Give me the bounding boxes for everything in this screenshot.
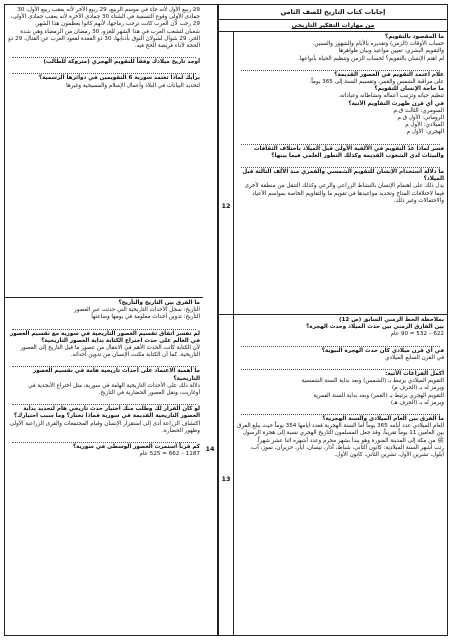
answer: التقويم الهجري يرتبط بـ (القمر) وبعد بداية السنة القمرية [313,392,444,399]
answer-line [12,398,196,405]
answer-line [241,64,440,71]
question: ما دلالة استخدام الإنسان للتقويم الشمسي والقمري منذ الألف الثالثة قبل الميلاد؟ [242,169,444,183]
question: أكمل الفراغات الآتية: [385,371,444,378]
page-number-14: 14 [205,445,215,453]
text-line: شعبان لتشعب العرب في هذا الشهر للغزو، 30 رمضان من الرمضاء وهي شدة الحر، 29 شوال لشولان النوق بأذنابها، 30 ذو القعدة لقعود العرب عن القتال، 29 ذو الحجة لأداء فريضة الحج فيه. [8,28,200,50]
answer: لم اهتم الإنسان بالتقويم؟ لحساب الزمن وتنظيم الحياة بأنواعها. [298,55,444,62]
question: ما الفرق بين العام الميلادي والسنة الهجرية؟ [322,416,444,423]
answer: والتقويم البشري: تعيين مواعيد وبيان ظواهرها [338,48,444,55]
answer-line [241,363,440,370]
left-top-box [5,5,203,298]
answer: التقويم الميلادي يرتبط بـ (الشمس) وبعد بداية السنة الشمسية [301,378,444,385]
right-number-strip [219,32,234,314]
question: لم تفسر اتفاق تقسيم العصور التاريخية في سورية مع تقسيم العصور في العالم على حدث اختراع الكتابة بداية العصور التاريخية؟ [10,330,200,344]
question: ما أهمية الاعتماد على أحداث تاريخية هامة في تقسيم العصور التاريخية؟ [33,368,200,382]
q13-box [219,315,447,635]
answer: ويرمز له بـ (الحرف م) [391,385,444,392]
list-item: الهجري: الأول م [406,129,444,136]
list-item: السومري: الثالث ق.م [393,107,444,114]
question: كم قرناً استمرت العصور الوسطى في سورية؟ [72,444,200,451]
question: برأيك لماذا تعتمد سورية 6 التقويمين في دوائرها الرسمية؟ [38,75,200,82]
question: لو كان القرار لك وطلب منك اختيار حدث تاريخي هام لتحديد بداية العصور التاريخية القديمة في سورية فماذا تختار؟ وما سبب اختيارك؟ [13,406,200,420]
answer: تنظيم حياته وترتيب أعماله ونشاطاته وعباداته. [338,93,444,100]
answer: العام الميلادي عدد أيامه 365 يوماً أما السنة الهجرية فعدد أيامها 354 يوماً حيث يبلغ الفرق بين العامين 11 يوماً تقريباً، وقد جعل المسلمون التاريخ الهجري نسبة إلى هجرة الرسول ﷺ من مكة إلى المدينة المنورة وهو يبدأ بشهر محرم وعدد أشهره اثنا عشر شهراً. [237,423,444,444]
answer: على مراقبة الشمس والقمر، وتقسيم السنة إلى 365 يوماً. [309,79,444,86]
list-item: الروماني: الأول ق.م [397,115,444,122]
answer-line [12,436,196,443]
answer: التاريخ: سجل الأحداث التاريخية التي حدثت عبر العصور [73,307,200,314]
answer: اكتشاف الزراعة أدى إلى استقرار الإنسان وقيام المجتمعات والقرى الزراعية الأولى وظهور الحضارة. [9,420,200,434]
answer-line [241,138,440,145]
page-number-13: 13 [221,475,231,483]
left-column [5,5,219,635]
page-title: إجابات كتاب التاريخ للصف الثامن [219,5,447,20]
section-subtitle: من مهارات التفكير التاريخي [291,22,375,29]
question: بين الفارق الزمني بين حدث الميلاد وحدث الهجرة؟ [306,324,444,331]
question: ما حاجة الإنسان للتقويم؟ [374,86,444,93]
answer: لتحديد البيانات في البلاد وأعمال الإسلام والمسيحية وغيرها [66,82,200,89]
answer: في القرن السابع الميلادي [385,354,444,361]
question: أوجد تاريخ ميلادك وفقاً للتقويم الهجري (متروكة للطالب) [43,59,200,66]
list-item: الميلادي: الأول م [405,122,444,129]
text-line: 29 ربيع الأول لأنه جاء في موسم الربيع، 29 ربيع الآخر لأنه يعقب ربيع الأول، 30 جمادى الأولى وقوع التسمية في الشتاء 30 جمادى الآخرة لأنه يعقب جمادى الأولى، 29 رجب لأن العرب كانت ترجب رماحها، لأنهم كانوا يعظمون هذا الشهر. [10,7,200,28]
answer: دلالة ذلك على الأحداث التاريخية الهامة في سورية، مثل اختراع الأبجدية في أوغاريت، ونقل العصور الحضارية في التاريخ. [28,382,200,397]
answer: ويرمز له بـ (الحرف هـ) [390,399,444,406]
question: في أي قرن ميلادي كان حدث الهجرة النبوية؟ [321,347,444,354]
left-number-strip [203,5,218,635]
answer-line [241,408,440,415]
right-number-strip-2 [219,315,234,635]
answer-line [12,360,196,367]
question: علام اعتمد التقويم في العصور القديمة؟ [334,71,444,78]
question: ما الفرق بين التاريخ والتأريخ؟ [118,300,200,306]
answer: رتب أشهر السنة الميلادية: كانون الثاني، شباط، آذار، نيسان، أيار، حزيران، تموز، آب، أيلول، تشرين الأول، تشرين الثاني، كانون الأول. [250,444,444,459]
answer: حساب الأوقات (الزمن) وتقديره بالأيام والشهور والسنين. [312,41,444,48]
worksheet-page [4,4,448,636]
question: في أي قرن ظهرت التقاويم الآتية؟ [348,100,444,107]
answer-line [12,67,196,74]
question: بملاحظة الخط الزمني السابق (ص 12) [338,317,444,323]
q12-box [219,31,447,315]
answer: 622 – 532 = 90 عام [390,331,444,338]
answer-line [12,323,196,330]
q12-text [234,32,447,314]
answer: لأن الكتابة كانت الحدث الأهم في الانتقال من عصور ما قبل التاريخ إلى العصور التاريخية، كما أن الكتابة مكنت الإنسان من تدوين أحداثه. [20,345,200,359]
answer-line [241,161,440,168]
left-q14-box [5,298,203,635]
q13-text [234,315,447,635]
right-column [219,5,447,635]
question: فسر لماذا عدّ التقويم في الألفية الأولى قبل الميلاد باختلاف الثقافات والبيئات لدى الشعوب القديمة وكذلك التطور العلمي فيما بينها؟ [253,145,444,159]
page-number-12: 12 [221,202,231,210]
q14-text [5,298,203,460]
question: ما المقصود بالتقويم؟ [385,34,444,40]
answer-line [12,51,196,58]
answer: يدل ذلك على اهتمام الإنسان بالنشاط الزراعي والرعي وكذلك التنقل من منطقة لأخرى فيما لاختلافات المناخ وتحديد مواعيدها في تقويم ما والتقاويم الخاصة بمواسم الأعياد والاحتفالات وغير ذلك. [244,183,444,204]
answer: 1187 – 662 = 525 عام [139,451,200,458]
answer-line [241,340,440,347]
answer: التأريخ: تدوين أحداث معلومة في يومها وساعتها [91,314,200,321]
left-top-text [5,5,203,92]
